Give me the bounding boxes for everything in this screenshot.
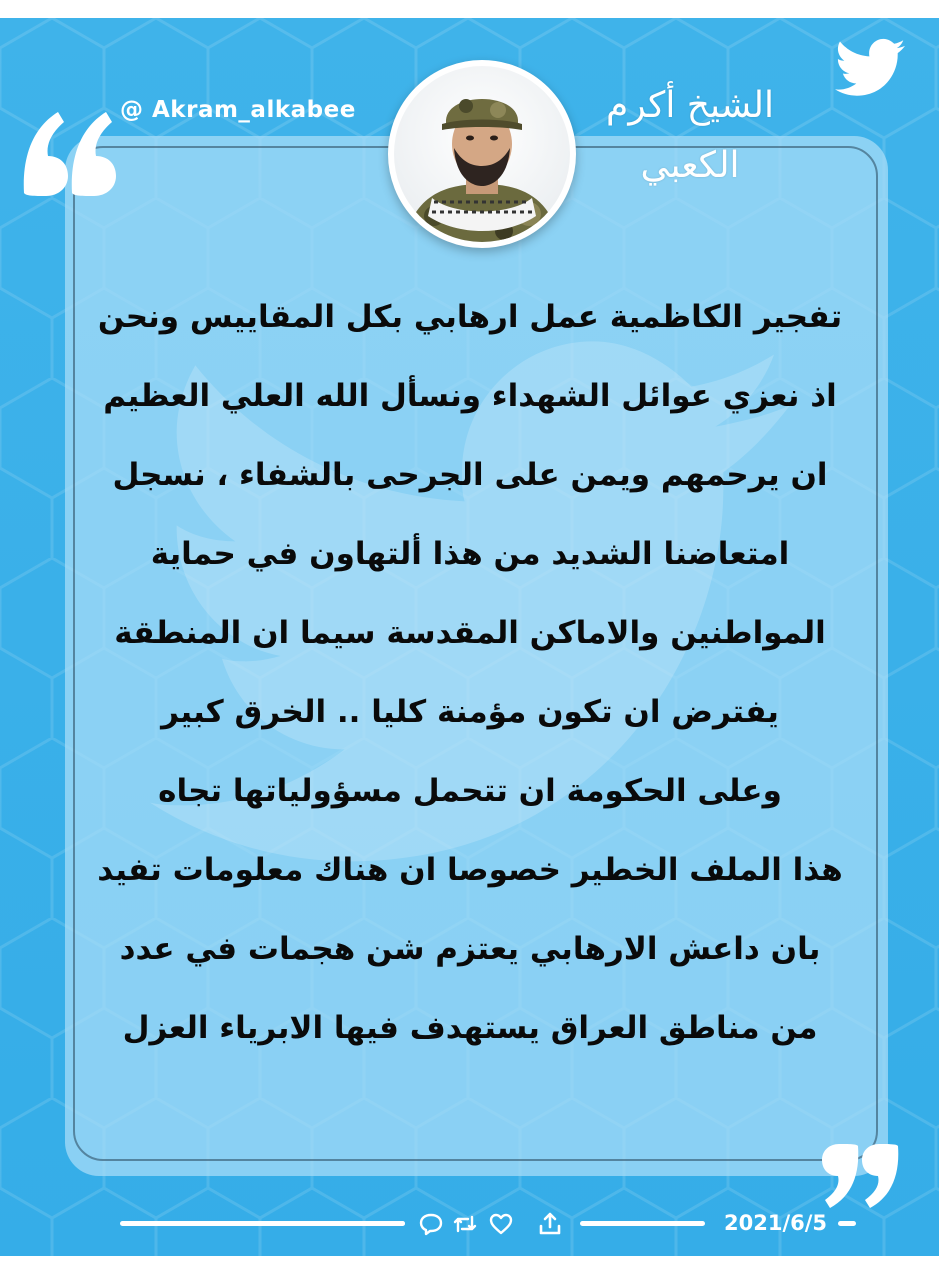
tweet-line: تفجير الكاظمية عمل ارهابي بكل المقاييس ونحن xyxy=(97,299,843,335)
tweet-line: وعلى الحكومة ان تتحمل مسؤولياتها تجاه xyxy=(158,773,782,809)
twitter-bird-icon xyxy=(835,38,905,98)
tweet-line: هذا الملف الخطير خصوصا ان هناك معلومات تفيد xyxy=(97,852,843,888)
tweet-footer xyxy=(0,1203,939,1243)
avatar-portrait xyxy=(394,66,570,242)
tweet-line: من مناطق العراق يستهدف فيها الابرياء العزل xyxy=(122,1010,818,1046)
avatar[interactable] xyxy=(388,60,576,248)
tweet-card xyxy=(0,18,939,1256)
like-icon[interactable] xyxy=(488,1211,514,1237)
tweet-line: يفترض ان تكون مؤمنة كليا .. الخرق كبير xyxy=(161,694,779,730)
tweet-date: 2021/6/5 xyxy=(724,1211,828,1235)
tweet-text xyxy=(70,278,870,1068)
footer-line-right xyxy=(838,1221,856,1226)
share-icon[interactable] xyxy=(537,1211,563,1237)
tweet-line: ان يرحمهم ويمن على الجرحى بالشفاء ، نسجل xyxy=(112,457,828,493)
retweet-icon[interactable] xyxy=(452,1211,478,1237)
open-quote-icon xyxy=(18,98,118,208)
tweet-line: المواطنين والاماكن المقدسة سيما ان المنطقة xyxy=(114,615,826,651)
user-handle[interactable]: @ Akram_alkabee xyxy=(120,97,356,123)
footer-line-left xyxy=(120,1221,405,1226)
user-name[interactable]: الشيخ أكرم الكعبي xyxy=(606,85,774,186)
tweet-line: امتعاضنا الشديد من هذا ألتهاون في حماية xyxy=(150,536,790,572)
footer-line-middle xyxy=(580,1221,705,1226)
reply-icon[interactable] xyxy=(418,1211,444,1237)
tweet-line: اذ نعزي عوائل الشهداء ونسأل الله العلي العظيم xyxy=(103,378,837,414)
footer-line-dot-left xyxy=(395,1221,405,1226)
tweet-line: بان داعش الارهابي يعتزم شن هجمات في عدد xyxy=(119,931,821,967)
